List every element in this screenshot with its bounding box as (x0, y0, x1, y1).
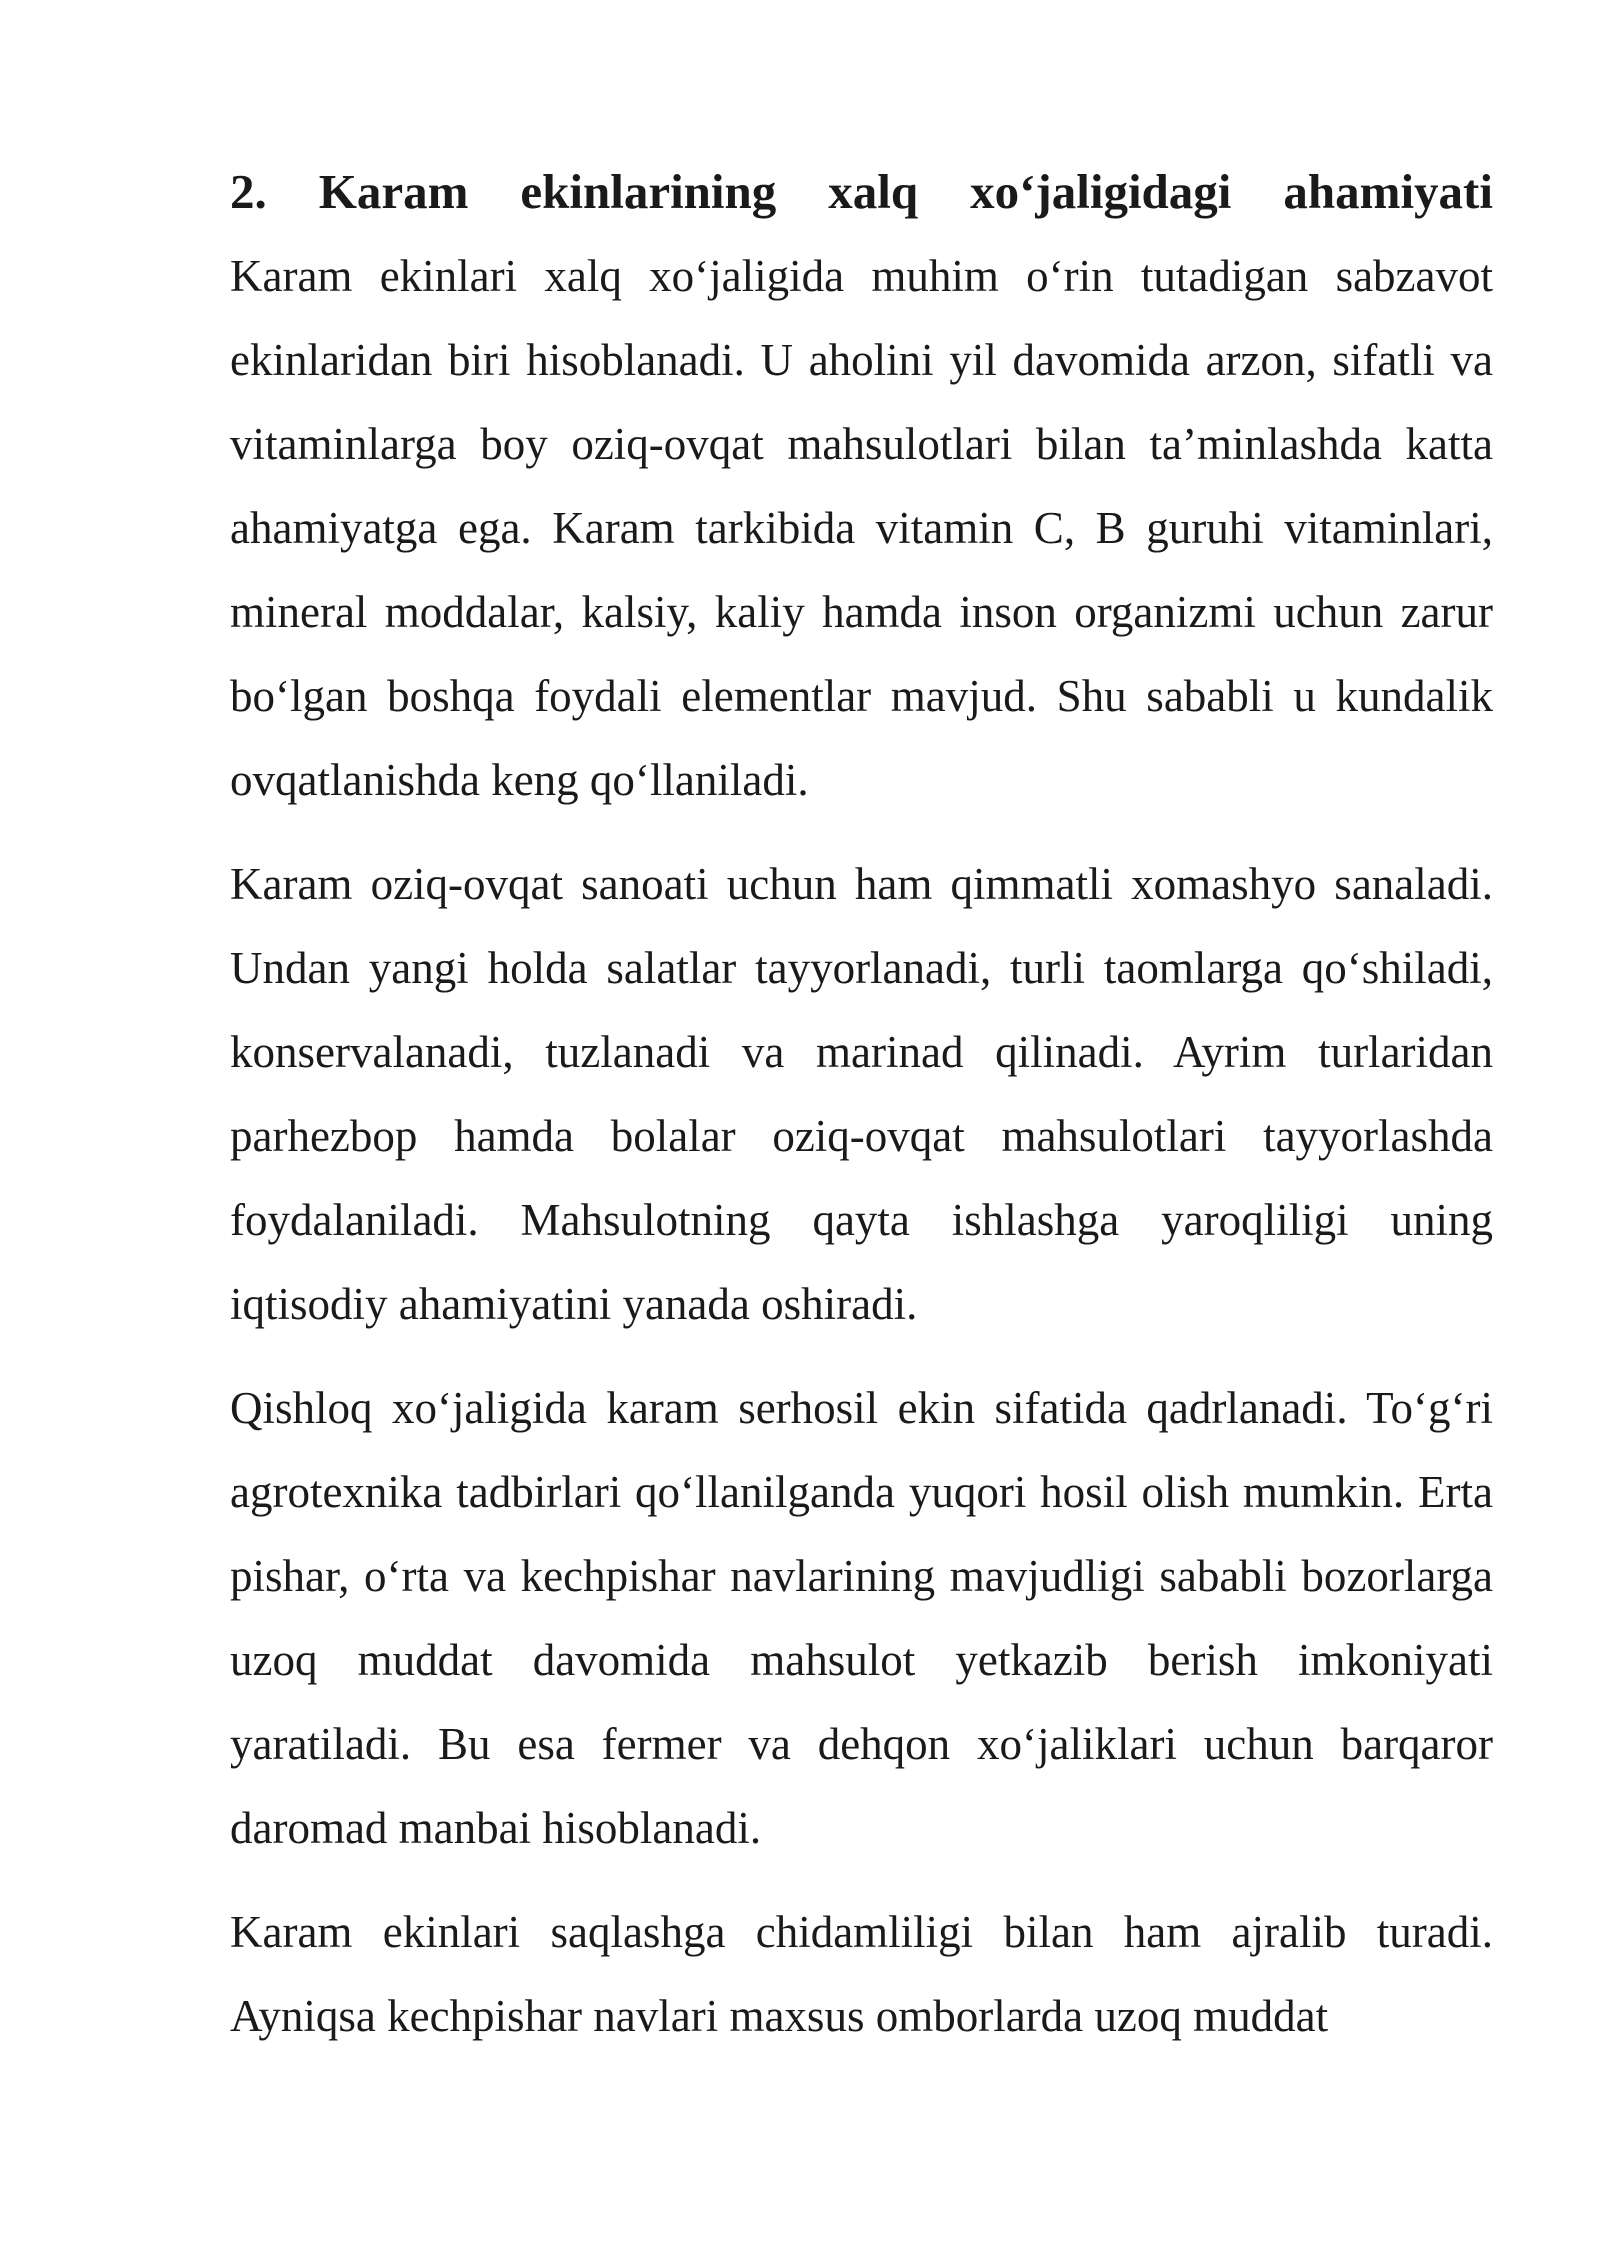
paragraph-storage: Karam ekinlari saqlashga chidamliligi bilan ham ajralib turadi. Ayniqsa kechpishar navlari maxsus omborlarda uzoq muddat (230, 1907, 1493, 2041)
paragraph-agriculture: Qishloq xo‘jaligida karam serhosil ekin sifatida qadrlanadi. To‘g‘ri agrotexnika tadbirlari qo‘llanilganda yuqori hosil olish mumkin. Erta pishar, o‘rta va kechpishar navlarining mavjudligi sababli bozorlarga uzoq muddat davomida mahsulot yetkazib berish imkoniyati yaratiladi. Bu esa fermer va dehqon xo‘jaliklari uchun barqaror daromad manbai hisoblanadi. (230, 1383, 1493, 1853)
section-heading: 2. Karam ekinlarining xalq xo‘jaligidagi ahamiyati (230, 164, 1493, 219)
document-body (230, 150, 1493, 2078)
paragraph-nutritional-value: Karam ekinlari xalq xo‘jaligida muhim o‘rin tutadigan sabzavot ekinlaridan biri hisoblanadi. U aholini yil davomida arzon, sifatli va vitaminlarga boy oziq-ovqat mahsulotlari bilan ta’minlashda katta ahamiyatga ega. Karam tarkibida vitamin C, B guruhi vitaminlari, mineral moddalar, kalsiy, kaliy hamda inson organizmi uchun zarur bo‘lgan boshqa foydali elementlar mavjud. Shu sababli u kundalik ovqatlanishda keng qo‘llaniladi. (230, 251, 1493, 805)
paragraph-food-industry: Karam oziq-ovqat sanoati uchun ham qimmatli xomashyo sanaladi. Undan yangi holda salatlar tayyorlanadi, turli taomlarga qo‘shiladi, konservalanadi, tuzlanadi va marinad qilinadi. Ayrim turlaridan parhezbop hamda bolalar oziq-ovqat mahsulotlari tayyorlashda foydalaniladi. Mahsulotning qayta ishlashga yaroqliligi uning iqtisodiy ahamiyatini yanada oshiradi. (230, 859, 1493, 1329)
